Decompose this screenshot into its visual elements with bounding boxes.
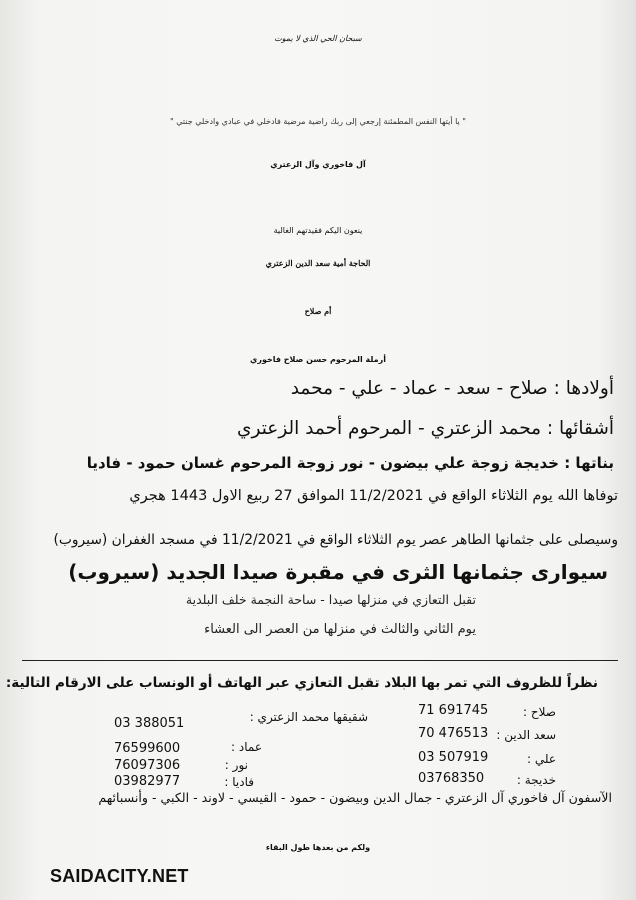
brothers-line: أشقائها : محمد الزعتري - المرحوم أحمد الزعتري xyxy=(237,418,614,439)
widow-of-line: أرملة المرحوم حسن صلاح فاخوري xyxy=(250,355,386,364)
contact-number: 03 388051 xyxy=(114,716,185,731)
contact-name: عماد : xyxy=(231,740,262,754)
death-date-line: توفاها الله يوم الثلاثاء الواقع في 11/2/2021 الموافق 27 ربيع الاول 1443 هجري xyxy=(129,488,618,504)
mourners-line: الآسفون آل فاخوري آل الزعتري - جمال الدين وبيضون - حمود - القيسي - لاوند - الكبي - وأنسبائهم xyxy=(98,790,612,805)
quran-verse: " يا أيتها النفس المطمئنة إرجعي إلى ربك راضية مرضية فادخلي في عبادي وادخلي جنتي " xyxy=(170,117,466,126)
contact-name: خديجة : xyxy=(516,773,556,787)
deceased-kunya: أم صلاح xyxy=(304,306,332,316)
contacts-intro: نظراً للظروف التي تمر بها البلاد تقبل التعازي عبر الهاتف أو الونساب على الارقام التالية: xyxy=(5,675,598,691)
contact-number: 03768350 xyxy=(418,771,485,786)
contact-number: 03 507919 xyxy=(418,750,489,765)
calligraphy-header: سبحان الحي الذي لا يموت xyxy=(274,34,362,43)
sons-line: أولادها : صلاح - سعد - عماد - علي - محمد xyxy=(290,378,614,399)
contact-number: 71 691745 xyxy=(418,703,489,718)
contact-number: 76097306 xyxy=(114,758,181,773)
burial-line: سيوارى جثمانها الثرى في مقبرة صيدا الجديد (سيروب) xyxy=(68,560,608,584)
daughters-line: بناتها : خديجة زوجة علي بيضون - نور زوجة المرحوم غسان حمود - فاديا xyxy=(86,454,614,472)
contact-name: سعد الدين : xyxy=(496,728,556,742)
condolence-days: يوم الثاني والثالث في منزلها من العصر الى العشاء xyxy=(204,622,476,637)
contact-name: فاديا : xyxy=(224,775,254,789)
deceased-name: الحاجة أمية سعد الدين الزعتري xyxy=(265,258,371,268)
website-watermark: SAIDACITY.NET xyxy=(50,866,189,886)
contact-name: نور : xyxy=(224,758,248,772)
contact-name: شقيقها محمد الزعتري : xyxy=(249,710,368,724)
contact-number: 03982977 xyxy=(114,774,181,789)
mourn-line: ينعون اليكم فقيدتهم الغالية xyxy=(273,226,363,235)
prayer-line: وسيصلى على جثمانها الطاهر عصر يوم الثلاثاء الواقع في 11/2/2021 في مسجد الغفران (سيروب) xyxy=(53,532,618,548)
contact-number: 76599600 xyxy=(114,741,181,756)
section-divider xyxy=(22,660,618,661)
condolence-location: تقبل التعازي في منزلها صيدا - ساحة النجمة خلف البلدية xyxy=(185,592,476,607)
contact-name: علي : xyxy=(527,752,556,766)
contact-name: صلاح : xyxy=(523,705,556,719)
contact-number: 70 476513 xyxy=(418,726,489,741)
families-title: آل فاخوري وآل الزعتري xyxy=(270,160,366,169)
farewell-line: ولكم من بعدها طول البقاء xyxy=(265,843,371,852)
